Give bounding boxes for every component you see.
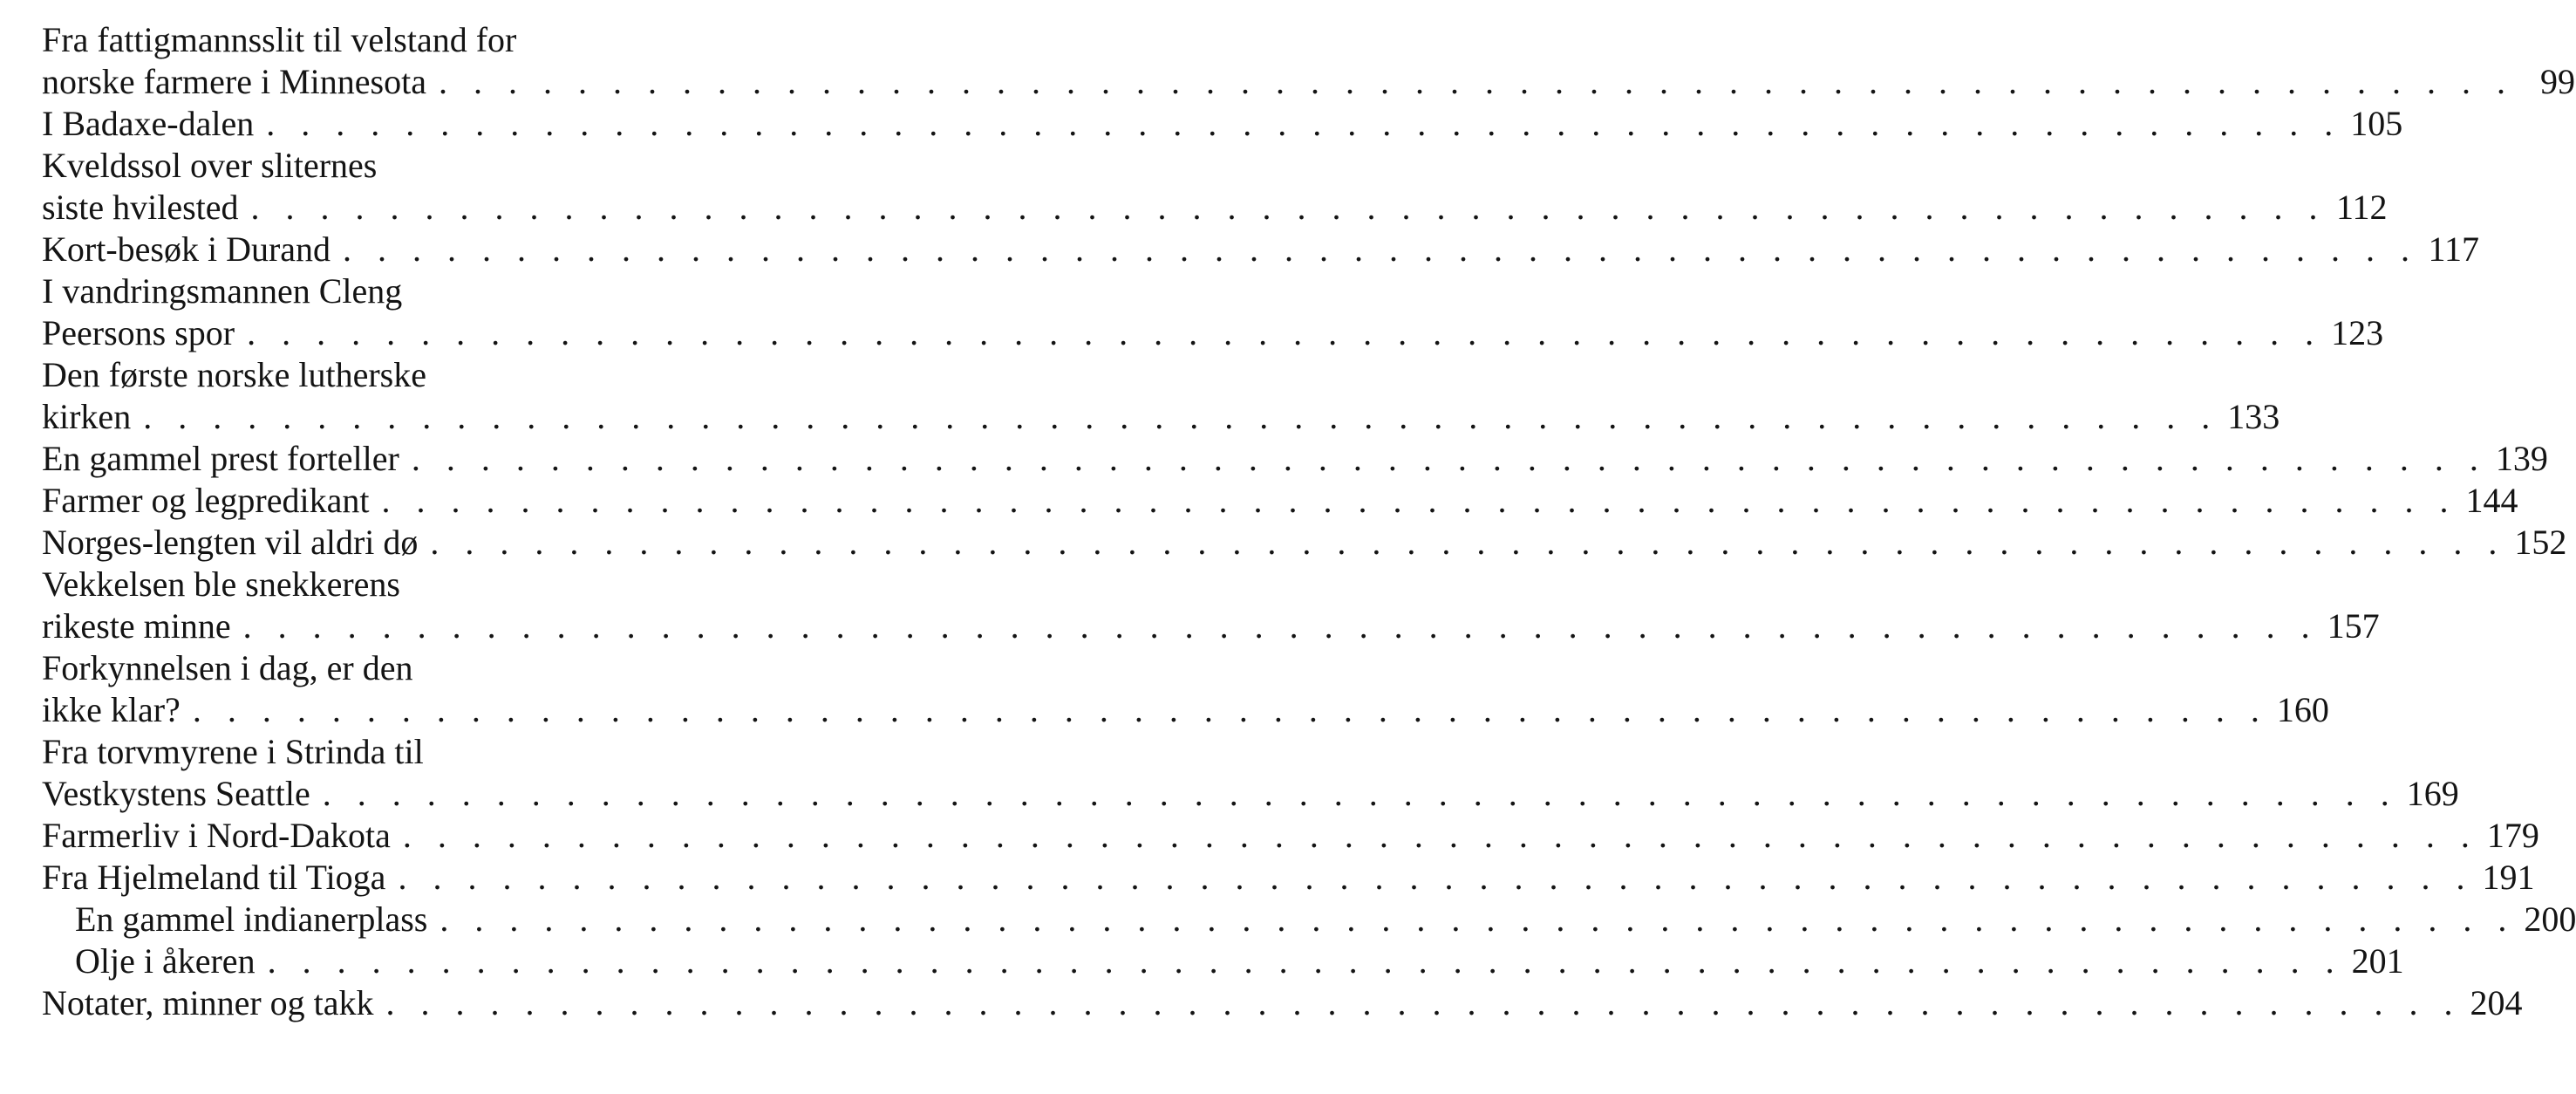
toc-page-number: 144 [2465, 481, 2518, 520]
toc-entry-title: kirken [42, 397, 132, 436]
toc-entry-title: Notater, minner og takk [42, 983, 374, 1022]
dot-leader: . . . . . . . . . . . . . . . . . . . . . . . . . . . . . . . . . . . . . . . . . . . . . . . . . . . . . . . . . . . . [381, 481, 2457, 520]
toc-page-number: 133 [2227, 397, 2280, 436]
toc-entry [42, 396, 2280, 438]
toc-entry [42, 187, 2388, 229]
toc-entry-title: rikeste minne [42, 606, 231, 646]
dot-leader: . . . . . . . . . . . . . . . . . . . . . . . . . . . . . . . . . . . . . . . . . . . . . . . . . . . . . . . . . . . . [438, 62, 2514, 101]
dot-leader: . . . . . . . . . . . . . . . . . . . . . . . . . . . . . . . . . . . . . . . . . . . . . . . . . . . . . . . . . . . . [398, 858, 2474, 897]
toc-entry-continuation [42, 19, 792, 61]
toc-entry [42, 438, 2548, 480]
toc-page-number: 105 [2350, 104, 2403, 143]
toc-entry-title: Norges-lengten vil aldri dø [42, 523, 419, 562]
toc-entry [42, 689, 2329, 731]
toc-entry-title: Farmer og legpredikant [42, 481, 370, 520]
table-of-contents [42, 19, 2576, 1024]
toc-entry [42, 103, 2403, 145]
toc-entry-title: Fra torvmyrene i Strinda til [42, 732, 424, 771]
dot-leader: . . . . . . . . . . . . . . . . . . . . . . . . . . . . . . . . . . . . . . . . . . . . . . . . . . . . . . . . . . . . [322, 774, 2398, 813]
toc-entry-continuation [42, 145, 792, 187]
toc-entry-title: siste hvilested [42, 188, 239, 227]
toc-entry-title: En gammel indianerplass [75, 899, 428, 939]
toc-page-number: 139 [2495, 439, 2548, 478]
toc-entry-continuation [42, 731, 792, 773]
dot-leader: . . . . . . . . . . . . . . . . . . . . . . . . . . . . . . . . . . . . . . . . . . . . . . . . . . . . . . . . . . . . [192, 690, 2268, 729]
toc-page-number: 201 [2351, 941, 2404, 981]
dot-leader: . . . . . . . . . . . . . . . . . . . . . . . . . . . . . . . . . . . . . . . . . . . . . . . . . . . . . . . . . . . . [440, 899, 2516, 939]
toc-entry-continuation [42, 564, 792, 605]
toc-entry-title: Vekkelsen ble snekkerens [42, 564, 400, 604]
toc-entry [42, 312, 2384, 354]
dot-leader: . . . . . . . . . . . . . . . . . . . . . . . . . . . . . . . . . . . . . . . . . . . . . . . . . . . . . . . . . . . . [411, 439, 2487, 478]
toc-entry [42, 857, 2535, 899]
toc-entry [42, 899, 2576, 940]
toc-page-number: 112 [2336, 188, 2388, 227]
toc-entry [42, 522, 2567, 564]
toc-entry-title: En gammel prest forteller [42, 439, 399, 478]
toc-page-number: 157 [2327, 606, 2380, 646]
toc-entry-title: ikke klar? [42, 690, 181, 729]
toc-entry-title: I Badaxe-dalen [42, 104, 255, 143]
toc-entry-title: Vestkystens Seattle [42, 774, 310, 813]
dot-leader: . . . . . . . . . . . . . . . . . . . . . . . . . . . . . . . . . . . . . . . . . . . . . . . . . . . . . . . . . . . . [143, 397, 2219, 436]
toc-entry-title: Peersons spor [42, 313, 235, 352]
toc-entry [42, 605, 2380, 647]
dot-leader: . . . . . . . . . . . . . . . . . . . . . . . . . . . . . . . . . . . . . . . . . . . . . . . . . . . . . . . . . . . . [385, 983, 2462, 1022]
dot-leader: . . . . . . . . . . . . . . . . . . . . . . . . . . . . . . . . . . . . . . . . . . . . . . . . . . . . . . . . . . . . [430, 523, 2506, 562]
toc-entry-title: Forkynnelsen i dag, er den [42, 648, 413, 687]
toc-entry [42, 940, 2404, 982]
toc-entry-title: I vandringsmannen Cleng [42, 271, 403, 311]
dot-leader: . . . . . . . . . . . . . . . . . . . . . . . . . . . . . . . . . . . . . . . . . . . . . . . . . . . . . . . . . . . . [242, 606, 2319, 646]
toc-entry [42, 815, 2539, 857]
toc-page-number: 179 [2486, 816, 2539, 855]
toc-entry-title: Kveldssol over sliternes [42, 146, 378, 185]
dot-leader: . . . . . . . . . . . . . . . . . . . . . . . . . . . . . . . . . . . . . . . . . . . . . . . . . . . . . . . . . . . . [267, 941, 2343, 981]
toc-page-number: 152 [2514, 523, 2567, 562]
toc-entry-title: Farmerliv i Nord-Dakota [42, 816, 391, 855]
toc-page-number: 169 [2406, 774, 2459, 813]
toc-page-number: 117 [2428, 229, 2480, 269]
toc-entry-title: Olje i åkeren [75, 941, 256, 981]
toc-entry [42, 773, 2459, 815]
toc-entry-continuation [42, 354, 792, 396]
dot-leader: . . . . . . . . . . . . . . . . . . . . . . . . . . . . . . . . . . . . . . . . . . . . . . . . . . . . . . . . . . . . [343, 229, 2419, 269]
dot-leader: . . . . . . . . . . . . . . . . . . . . . . . . . . . . . . . . . . . . . . . . . . . . . . . . . . . . . . . . . . . . [402, 816, 2478, 855]
toc-page-number: 191 [2482, 858, 2535, 897]
toc-entry-title: norske farmere i Minnesota [42, 62, 426, 101]
toc-page-number: 99 [2539, 62, 2575, 101]
toc-entry [42, 480, 2518, 522]
toc-entry-title: Fra fattigmannsslit til velstand for [42, 20, 517, 59]
toc-page-number: 123 [2331, 313, 2384, 352]
toc-page-number: 200 [2524, 899, 2576, 939]
dot-leader: . . . . . . . . . . . . . . . . . . . . . . . . . . . . . . . . . . . . . . . . . . . . . . . . . . . . . . . . . . . . [250, 188, 2327, 227]
toc-entry [42, 982, 2523, 1024]
toc-entry-continuation [42, 647, 792, 689]
dot-leader: . . . . . . . . . . . . . . . . . . . . . . . . . . . . . . . . . . . . . . . . . . . . . . . . . . . . . . . . . . . . [266, 104, 2342, 143]
toc-page-number: 204 [2470, 983, 2523, 1022]
toc-page-number: 160 [2276, 690, 2329, 729]
toc-entry-title: Kort-besøk i Durand [42, 229, 331, 269]
toc-entry-title: Den første norske lutherske [42, 355, 426, 394]
toc-entry [42, 61, 2575, 103]
toc-entry-title: Fra Hjelmeland til Tioga [42, 858, 386, 897]
toc-entry [42, 229, 2480, 270]
dot-leader: . . . . . . . . . . . . . . . . . . . . . . . . . . . . . . . . . . . . . . . . . . . . . . . . . . . . . . . . . . . . [247, 313, 2323, 352]
toc-entry-continuation [42, 270, 792, 312]
